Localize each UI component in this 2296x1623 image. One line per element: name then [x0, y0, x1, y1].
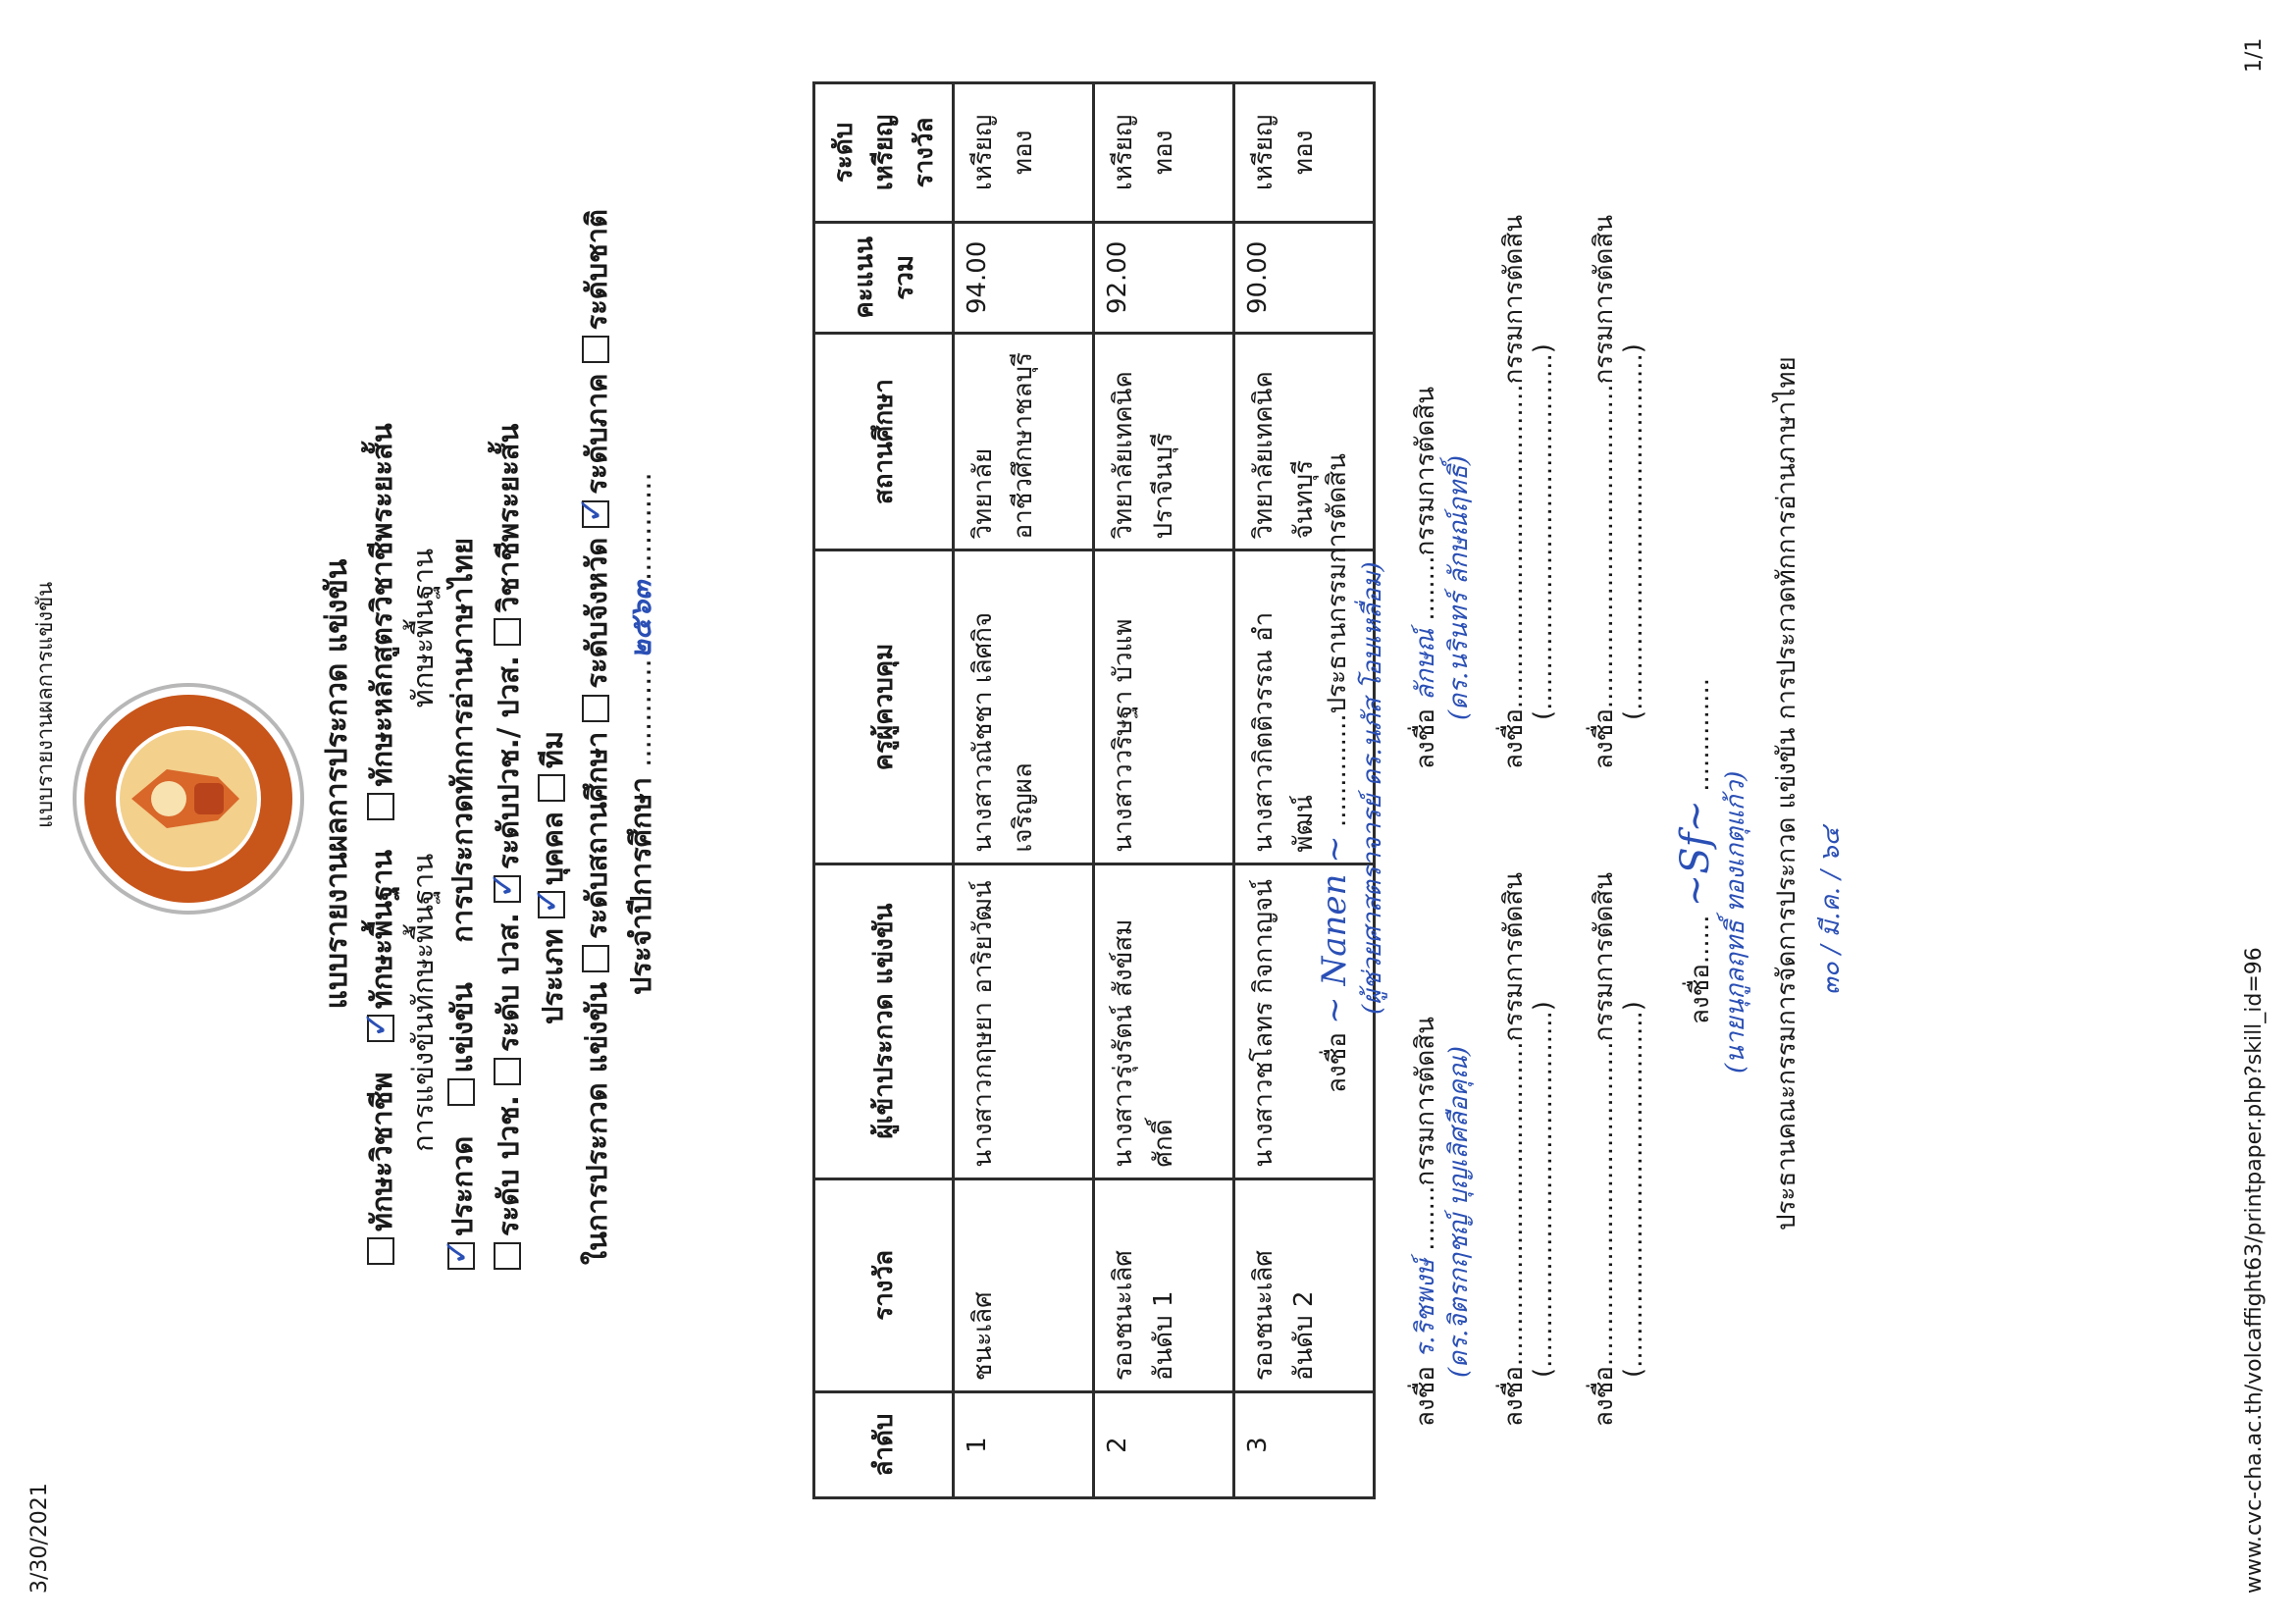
skill-category-line: การแข่งขันทักษะพื้นฐาน ทักษะพื้นฐาน: [406, 548, 440, 1152]
form-title: แบบรายงานผลการประกวด แข่งขัน: [320, 558, 354, 1010]
cell-contestant: นางสาวรุ่งรัตน์ สังข์สมศักดิ์: [1094, 864, 1234, 1178]
type-option-basic[interactable]: ✓ ทักษะพื้นฐาน: [365, 850, 398, 1042]
skill-event-line: [440, 538, 485, 1270]
judge2-handwritten-signature: ลักษณ์: [1411, 628, 1440, 701]
cell-teacher: นางสาวณัชชา เลิศกิจเจริญผล: [954, 550, 1094, 864]
checkbox-icon: [494, 1058, 521, 1085]
event-name: การประกวดทักการอ่านภาษาไทย: [445, 537, 479, 943]
checkmark-icon: ✓: [528, 886, 567, 916]
checkbox-icon: [438, 1237, 477, 1270]
header-teacher: ครูผู้ควบคุม: [814, 550, 954, 864]
signature-date: ๓๐ / มี.ค. / ๖๔: [1816, 826, 1846, 995]
cell-medal: เหรียญทอง: [1094, 83, 1234, 223]
cell-school: วิทยาลัยเทคนิค ปราจีนบุรี: [1094, 333, 1234, 550]
cell-order: 3: [1234, 1392, 1375, 1498]
type-option-short-course[interactable]: ทักษะหลักสูตรวิชาชีพระยะสั้น: [365, 423, 398, 819]
cell-score: 94.00: [954, 222, 1094, 333]
level-option-short[interactable]: วิชาชีพระยะสั้น: [492, 424, 525, 646]
academic-year-value: ๒๕๖๓: [624, 580, 657, 659]
judge2-signature-line: ลงชื่อ ลักษณ์ ........กรรมการตัดสิน: [1411, 386, 1440, 769]
chair-handwritten-signature: ~ Nanen ~: [1315, 835, 1354, 1024]
contest-level-school[interactable]: ระดับสถานศึกษา: [580, 732, 613, 972]
judge3-signature-line: ลงชื่อ........................................กรรมการตัดสิน: [1499, 871, 1529, 1427]
option-compete[interactable]: แข่งขัน: [445, 982, 479, 1106]
contest-level-region[interactable]: ✓ ระดับภาค: [580, 373, 613, 527]
cell-award: รองชนะเลิศอันดับ 1: [1094, 1178, 1234, 1391]
academic-year-line: ประจำปีการศึกษา ............๒๕๖๓............: [624, 472, 657, 995]
president-name: (นายนุกูลฤทธิ์ ทองเกตุแก้ว): [1721, 770, 1750, 1073]
cell-order: 1: [954, 1392, 1094, 1498]
judge5-signature-line: ลงชื่อ........................................กรรมการตัดสิน: [1590, 871, 1619, 1427]
footer-url: www.cvc-cha.ac.th/volcaffight63/printpaper.php?skill_id=96: [2242, 947, 2267, 1594]
table-row: [954, 83, 1094, 1498]
vocational-education-logo: [71, 681, 306, 916]
checkbox-icon: [528, 886, 567, 918]
header-date: 3/30/2021: [27, 1483, 52, 1594]
type-options: [359, 423, 404, 1265]
checkbox-icon: [582, 336, 609, 363]
contest-levels: ในการประกวด แข่งขัน ระดับสถานศึกษา ระดับจังหวัด ✓ ระดับภาค ระดับชาติ: [572, 209, 613, 1265]
table-row: [1094, 83, 1234, 1498]
checkbox-icon: [582, 695, 609, 722]
header-order: ลำดับ: [814, 1392, 954, 1498]
cell-award: ชนะเลิศ: [954, 1178, 1094, 1391]
checkbox-icon: [494, 618, 521, 646]
president-signature-line: ลงชื่อ...... ~Sf~ ..............: [1673, 678, 1718, 1024]
judge1-name: (ดร.จิตรกฤชญ์ บุญเลิศลือคุณ): [1444, 1045, 1474, 1378]
president-handwritten-signature: ~Sf~: [1673, 800, 1718, 908]
judge2-name: (ดร.นรินทร์ ลักษณ์ฤทธิ์): [1444, 455, 1474, 720]
cell-medal: เหรียญทอง: [1234, 83, 1375, 223]
header-award: รางวัล: [814, 1178, 954, 1391]
cell-order: 2: [1094, 1392, 1234, 1498]
checkbox-icon: [367, 793, 394, 820]
cell-teacher: นางสาววริษฐา บัวแพ: [1094, 550, 1234, 864]
judge4-name: (............................................): [1529, 343, 1558, 720]
checkbox-icon: [494, 1242, 521, 1270]
judge6-signature-line: ลงชื่อ........................................กรรมการตัดสิน: [1590, 214, 1619, 769]
cell-school: วิทยาลัย อาชีวศึกษาชลบุรี: [954, 333, 1094, 550]
judge1-handwritten-signature: ร.ริชพงษ์: [1411, 1259, 1440, 1358]
level-option-both[interactable]: ✓ ระดับปวช./ ปวส.: [492, 655, 525, 903]
checkbox-icon: [367, 1237, 394, 1265]
cell-award: รองชนะเลิศอันดับ 2: [1234, 1178, 1375, 1391]
header-school: สถานศึกษา: [814, 333, 954, 550]
checkbox-icon: [538, 774, 565, 802]
category-option-individual[interactable]: ✓ บุคคล: [536, 812, 569, 918]
checkbox-icon: [357, 1010, 396, 1042]
header-score: คะแนน รวม: [814, 222, 954, 333]
contest-level-national[interactable]: ระดับชาติ: [580, 209, 613, 363]
checkmark-icon: ✓: [572, 496, 611, 524]
cell-score: 90.00: [1234, 222, 1375, 333]
chair-name: (ผู้ช่วยศาสตราจารย์ ดร.นภัส โอบเหลื่อม): [1358, 561, 1387, 1015]
checkmark-icon: ✓: [357, 1010, 396, 1039]
cell-score: 92.00: [1094, 222, 1234, 333]
type-option-professional[interactable]: ทักษะวิชาชีพ: [365, 1073, 398, 1265]
checkbox-icon: [447, 1078, 475, 1106]
checkbox-icon: [572, 496, 611, 528]
judge4-signature-line: ลงชื่อ........................................กรรมการตัดสิน: [1499, 214, 1529, 769]
checkmark-icon: ✓: [484, 870, 523, 899]
header-contestant: ผู้เข้าประกวด แข่งขัน: [814, 864, 954, 1178]
header-medal: ระดับ เหรียญ รางวัล: [814, 83, 954, 223]
option-contest[interactable]: ✓ ประกวด: [445, 1136, 479, 1270]
cell-contestant: นางสาวชโลทร กิจกาญจน์: [1234, 864, 1375, 1178]
header-left-title: แบบรายงานผลการแข่งขัน: [33, 581, 58, 828]
chair-signature-line: ลงชื่อ ~ Nanen ~ ..............ประธานกรรมการตัดสิน: [1315, 453, 1354, 1093]
cell-medal: เหรียญทอง: [954, 83, 1094, 223]
judge1-signature-line: ลงชื่อ ร.ริชพงษ์ ........กรรมการตัดสิน: [1411, 1017, 1440, 1427]
checkmark-icon: ✓: [438, 1237, 477, 1266]
cell-school: วิทยาลัยเทคนิค จันทบุรี: [1234, 333, 1375, 550]
level-option-pvc[interactable]: ระดับ ปวช.: [492, 1095, 525, 1270]
footer-page: 1/1: [2242, 37, 2267, 73]
table-header-row: [814, 83, 954, 1498]
judge6-name: (............................................): [1619, 343, 1648, 720]
results-table: [812, 81, 1376, 1499]
judge3-name: (............................................): [1529, 1001, 1558, 1378]
checkbox-icon: [484, 870, 523, 903]
checkbox-icon: [582, 945, 609, 972]
category-options: ประเภท ✓ บุคคล ทีม: [528, 730, 569, 1024]
cell-contestant: นางสาวกฤษยา อาริยวัฒน์: [954, 864, 1094, 1178]
judge5-name: (............................................): [1619, 1001, 1648, 1378]
level-options: [486, 424, 531, 1270]
cell-teacher: นางสาวกิตติวรรณ อำพัฒน์: [1234, 550, 1375, 864]
category-option-team[interactable]: ทีม: [536, 731, 569, 802]
level-option-pvs[interactable]: ระดับ ปวส.: [492, 913, 525, 1085]
contest-level-province[interactable]: ระดับจังหวัด: [580, 538, 613, 722]
president-role: ประธานคณะกรรมการจัดการประกวด แข่งขัน การประกวดทักการอ่านภาษาไทย: [1772, 356, 1801, 1230]
